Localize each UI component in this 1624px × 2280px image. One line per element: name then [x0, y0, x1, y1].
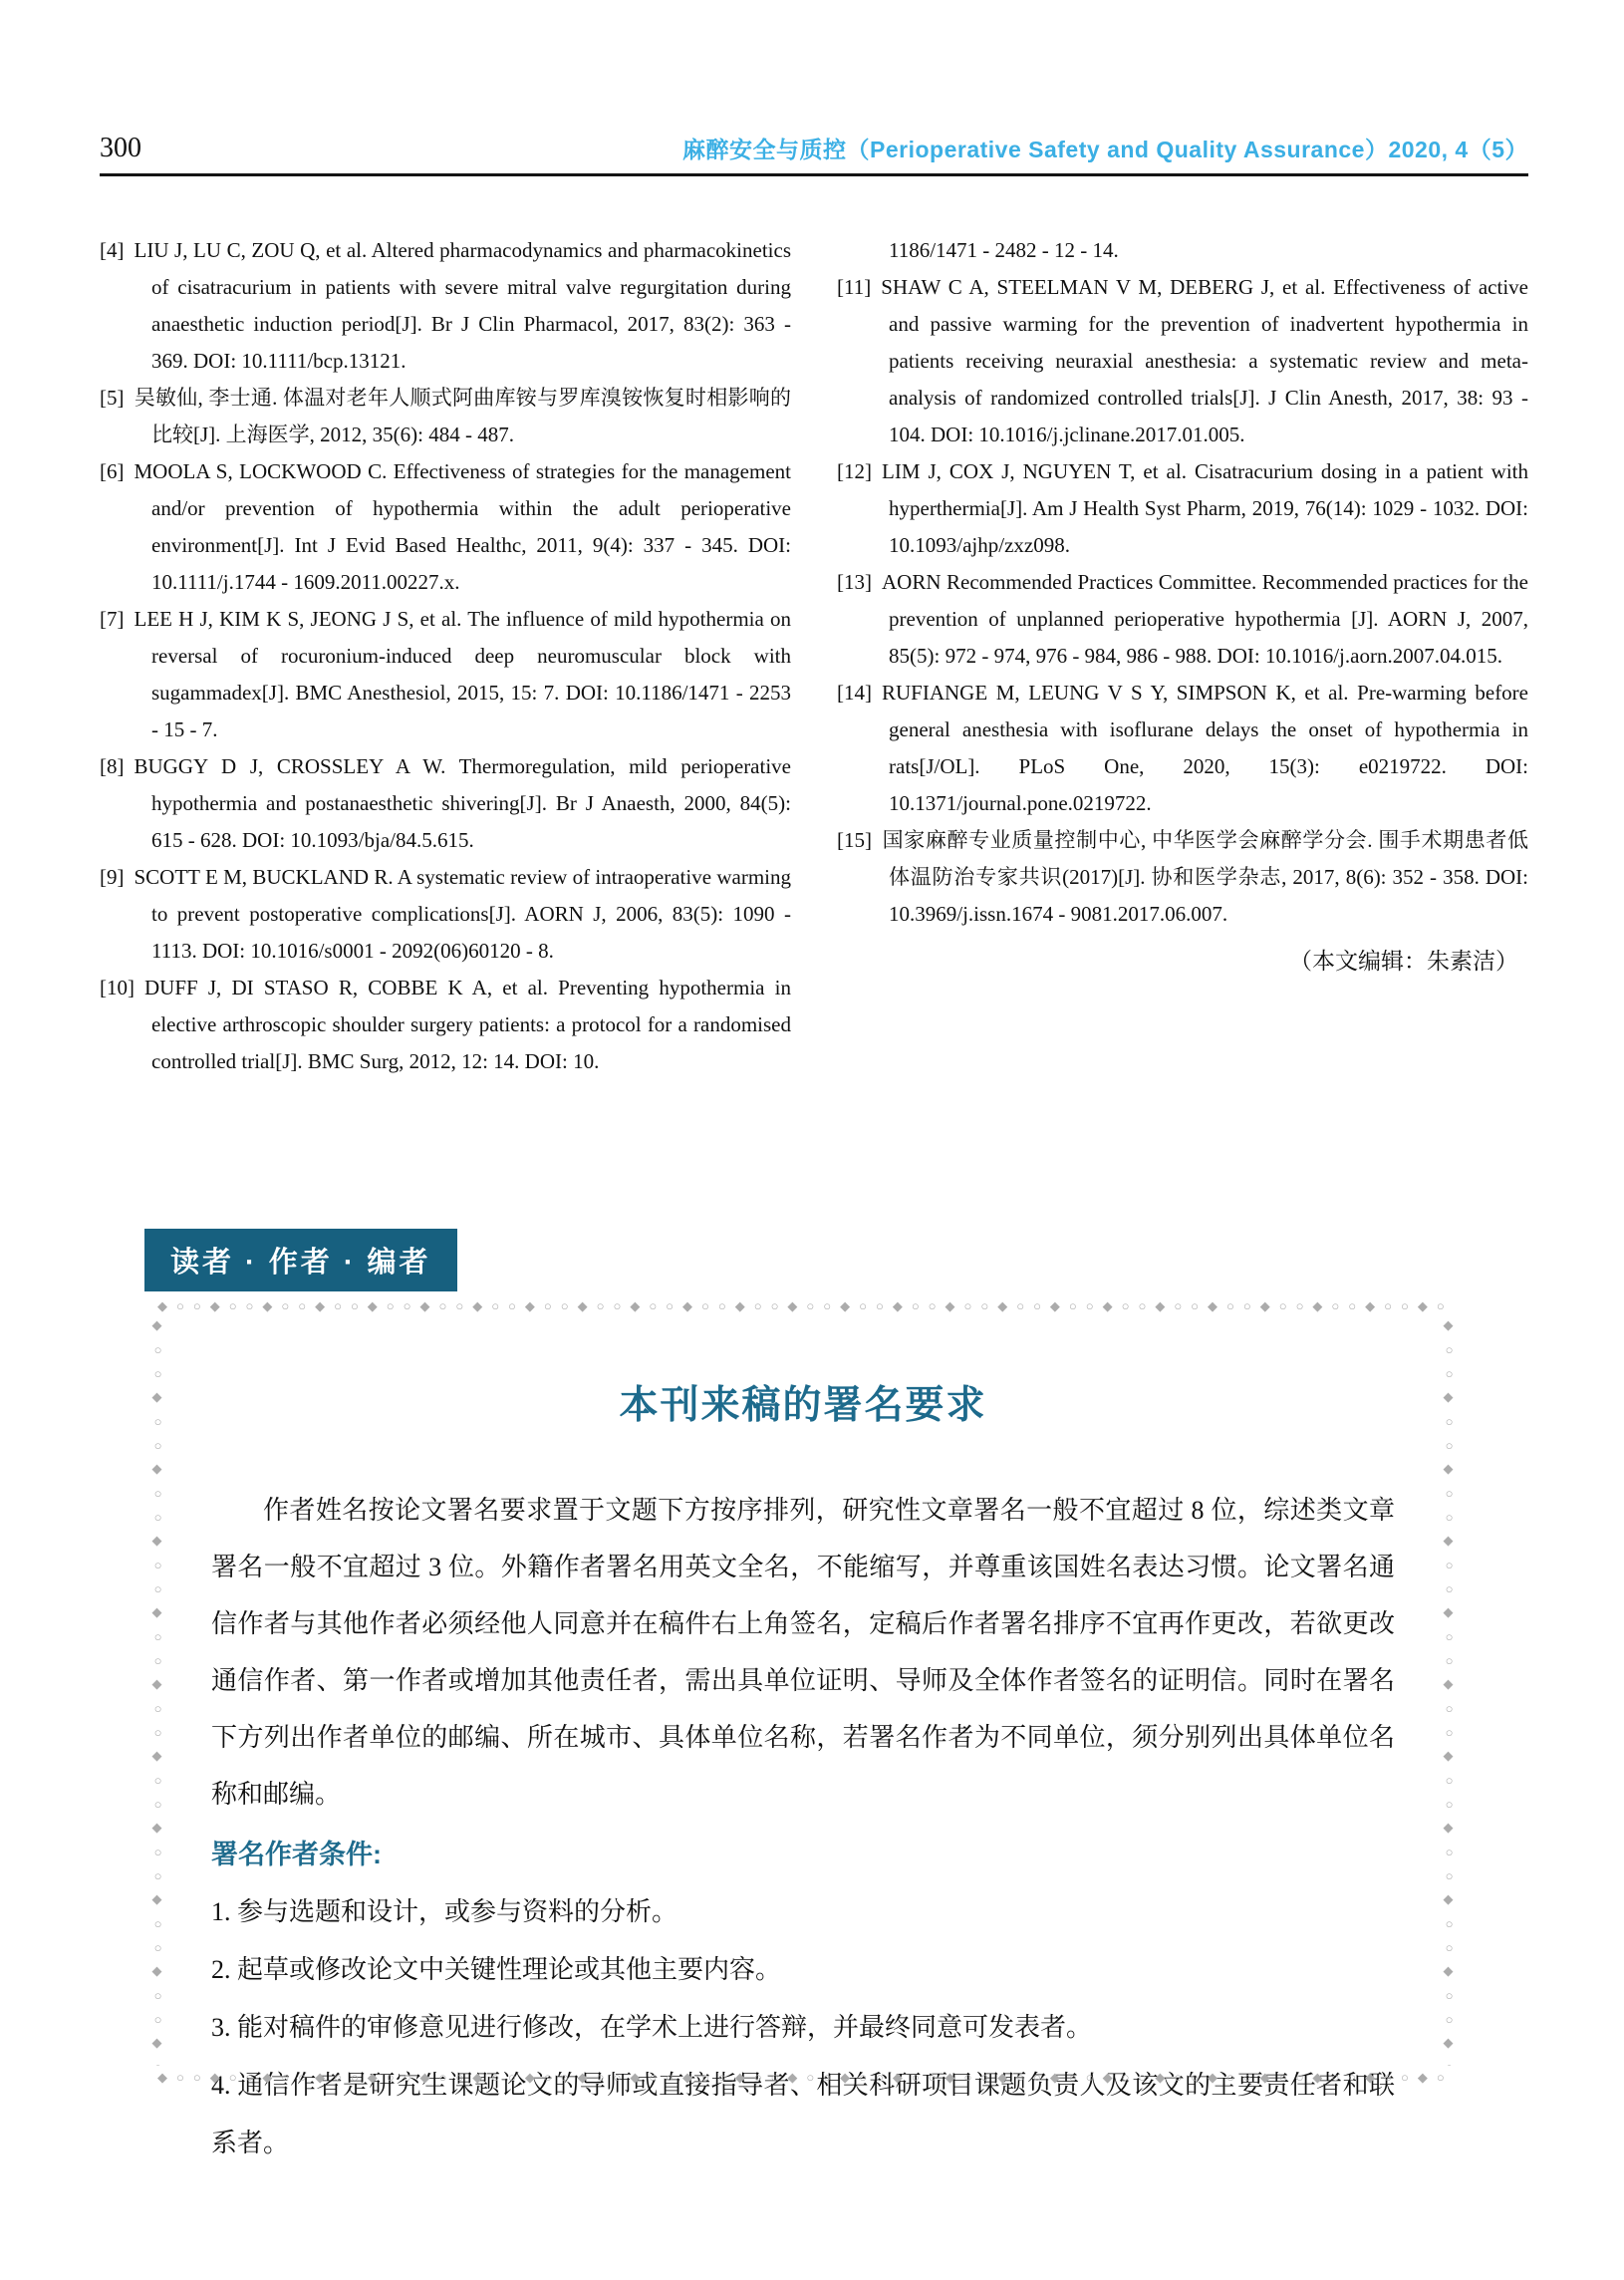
reference-text: SHAW C A, STEELMAN V M, DEBERG J, et al. Effectiveness of active and passive warming for the prevention of inadvertent hypothermia in patients receiving neuraxial anesthesia: a systematic review and meta-analysis of randomized controlled trials[J]. J Clin Anesth, 2017, 38: 93 - 104. DOI: 10.1016/j.jclinane.2017.01.005. — [881, 275, 1528, 446]
editor-note: （本文编辑：朱素洁） — [1289, 949, 1518, 974]
diamond-border-bottom — [157, 2070, 1449, 2086]
reference-item — [837, 822, 1528, 933]
reference-text: 国家麻醉专业质量控制中心, 中华医学会麻醉学分会. 围手术期患者低体温防治专家共识(2017)[J]. 协和医学杂志, 2017, 8(6): 352 - 358. DOI: 10.3969/j.issn.1674 - 9081.2017.06.007. — [882, 828, 1528, 926]
diamond-border-left — [149, 1318, 165, 2066]
reference-text: BUGGY D J, CROSSLEY A W. Thermoregulation, mild perioperative hypothermia and postanaesthetic shivering[J]. Br J Anaesth, 2000, 84(5): 615 - 628. DOI: 10.1093/bja/84.5.615. — [134, 754, 791, 852]
reference-text: 吴敏仙, 李士通. 体温对老年人顺式阿曲库铵与罗库溴铵恢复时相影响的比较[J]. 上海医学, 2012, 35(6): 484 - 487. — [134, 386, 791, 446]
reference-number: [12] — [837, 459, 872, 483]
reference-number: [15] — [837, 828, 872, 852]
reference-text: LIM J, COX J, NGUYEN T, et al. Cisatracurium dosing in a patient with hyperthermia[J]. Am J Health Syst Pharm, 2019, 76(14): 1029 - 1032. DOI: 10.1093/ajhp/zxz098. — [882, 459, 1528, 557]
reference-number: [11] — [837, 275, 872, 299]
reference-number: [5] — [100, 386, 125, 410]
reference-number: [8] — [100, 754, 125, 778]
notice-item: 4. 通信作者是研究生课题论文的导师或直接指导者、相关科研项目课题负责人及该文的主要责任者和联系者。 — [211, 2071, 1395, 2157]
reference-item — [100, 380, 791, 453]
diamond-border-right — [1441, 1318, 1457, 2066]
reference-item — [100, 232, 791, 380]
reference-number: [7] — [100, 607, 125, 631]
notice-item: 3. 能对稿件的审修意见进行修改，在学术上进行答辩，并最终同意可发表者。 — [211, 2013, 1093, 2042]
reference-number: [4] — [100, 238, 125, 262]
notice-subhead: 署名作者条件: — [211, 1840, 382, 1869]
reference-item — [100, 970, 791, 1080]
diamond-border-top — [157, 1298, 1449, 1314]
reference-number: [10] — [100, 976, 135, 999]
reference-item — [837, 564, 1528, 675]
reference-text: DUFF J, DI STASO R, COBBE K A, et al. Preventing hypothermia in elective arthroscopic shoulder surgery patients: a protocol for a randomised controlled trial[J]. BMC Surg, 2012, 12: 14. DOI: 10. — [144, 976, 791, 1073]
reference-item — [100, 601, 791, 748]
notice-box — [149, 1298, 1457, 2157]
notice-paragraph: 作者姓名按论文署名要求置于文题下方按序排列，研究性文章署名一般不宜超过 8 位，综述类文章署名一般不宜超过 3 位。外籍作者署名用英文全名，不能缩写，并尊重该国姓名表达习惯。论文署名通信作者与其他作者必须经他人同意并在稿件右上角签名，定稿后作者署名排序不宜再作更改，若欲更改通信作者、第一作者或增加其他责任者，需出具单位证明、导师及全体作者签名的证明信。同时在署名下方列出作者单位的邮编、所在城市、具体单位名称，若署名作者为不同单位，须分别列出具体单位名称和邮编。 — [211, 1496, 1395, 1809]
reference-item — [837, 269, 1528, 453]
reference-item — [837, 453, 1528, 564]
reference-item — [100, 453, 791, 601]
reference-column-left — [100, 232, 791, 1080]
reference-text: SCOTT E M, BUCKLAND R. A systematic review of intraoperative warming to prevent postoperative complications[J]. AORN J, 2006, 83(5): 1090 - 1113. DOI: 10.1016/s0001 - 2092(06)60120 - 8. — [134, 865, 791, 963]
reference-text: MOOLA S, LOCKWOOD C. Effectiveness of strategies for the management and/or prevention of hypothermia within the adult perioperative environment[J]. Int J Evid Based Healthc, 2011, 9(4): 337 - 345. DOI: 10.1111/j.1744 - 1609.2011.00227.x. — [134, 459, 791, 594]
reference-item-continuation — [837, 232, 1528, 269]
reference-number: [14] — [837, 681, 872, 705]
notice-item: 1. 参与选题和设计，或参与资料的分析。 — [211, 1897, 678, 1926]
page-number: 300 — [100, 133, 141, 163]
notice-item: 2. 起草或修改论文中关键性理论或其他主要内容。 — [211, 1955, 782, 1984]
page-header — [100, 132, 1528, 176]
reference-number: [6] — [100, 459, 125, 483]
journal-title: 麻醉安全与质控（Perioperative Safety and Quality Assurance）2020, 4（5） — [682, 137, 1528, 162]
reference-number: [9] — [100, 865, 125, 889]
section-badge-reader-author-editor: 读者 · 作者 · 编者 — [144, 1229, 457, 1291]
reference-item — [837, 675, 1528, 822]
reference-text: AORN Recommended Practices Committee. Recommended practices for the prevention of unplanned perioperative hypothermia [J]. AORN J, 2007, 85(5): 972 - 974, 976 - 984, 986 - 988. DOI: 10.1016/j.aorn.2007.04.015. — [882, 570, 1528, 668]
reference-list — [100, 232, 1528, 1080]
reference-number: [13] — [837, 570, 872, 594]
notice-title: 本刊来稿的署名要求 — [619, 1384, 987, 1427]
reference-text: LIU J, LU C, ZOU Q, et al. Altered pharmacodynamics and pharmacokinetics of cisatracurium in patients with severe mitral valve regurgitation during anaesthetic induction period[J]. Br J Clin Pharmacol, 2017, 83(2): 363 - 369. DOI: 10.1111/bcp.13121. — [134, 238, 791, 373]
reference-column-right — [837, 232, 1528, 1080]
reference-text: RUFIANGE M, LEUNG V S Y, SIMPSON K, et al. Pre-warming before general anesthesia with isoflurane delays the onset of hypothermia in rats[J/OL]. PLoS One, 2020, 15(3): e0219722. DOI: 10.1371/journal.pone.0219722. — [882, 681, 1528, 815]
reference-item — [100, 859, 791, 970]
reference-text: LEE H J, KIM K S, JEONG J S, et al. The influence of mild hypothermia on reversal of rocuronium-induced deep neuromuscular block with sugammadex[J]. BMC Anesthesiol, 2015, 15: 7. DOI: 10.1186/1471 - 2253 - 15 - 7. — [134, 607, 791, 741]
reference-text: 1186/1471 - 2482 - 12 - 14. — [889, 238, 1119, 262]
reference-item — [100, 748, 791, 859]
